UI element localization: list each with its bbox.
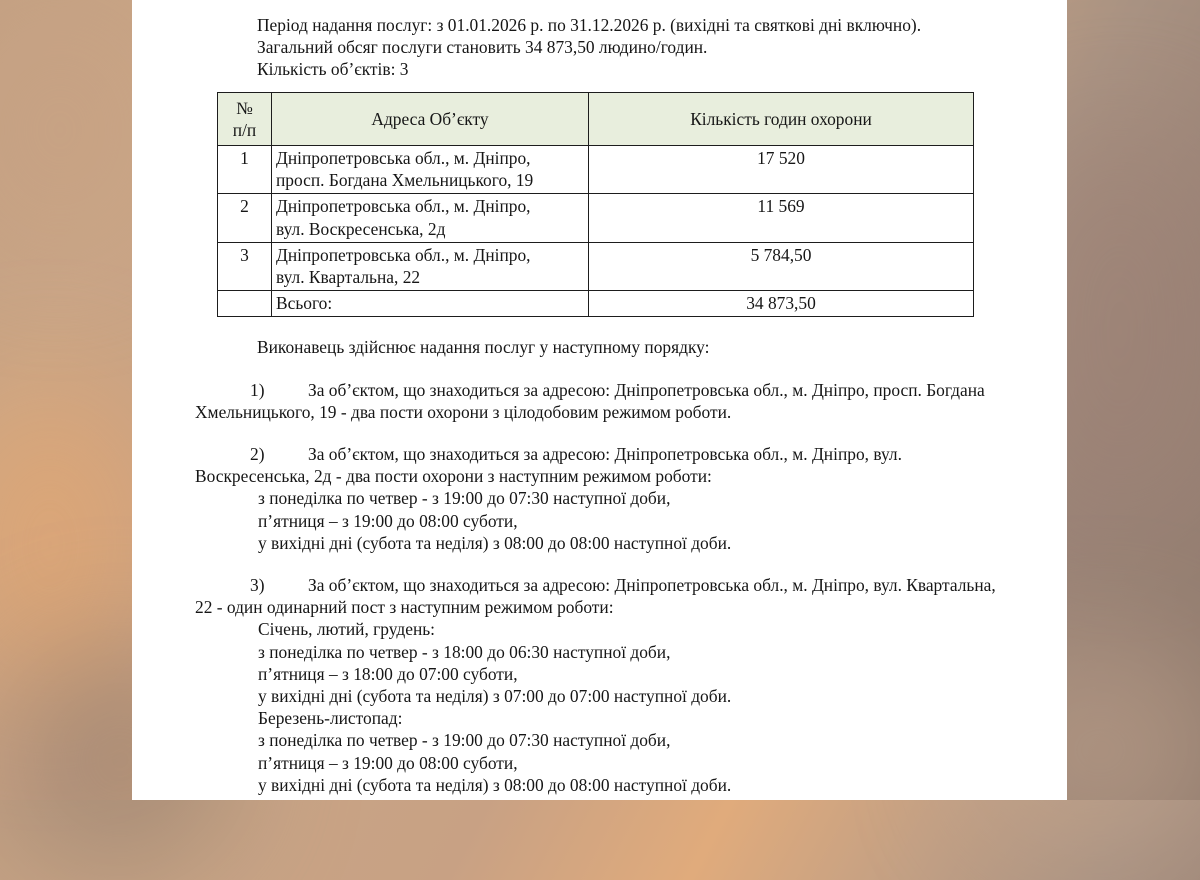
item-marker: 1) bbox=[250, 379, 265, 400]
schedule-line: з понеділка по четвер - з 19:00 до 07:30 наступної доби, bbox=[258, 488, 671, 509]
numbered-item-3 bbox=[195, 574, 1005, 618]
schedule-line: п’ятниця – з 18:00 до 07:00 суботи, bbox=[258, 663, 518, 684]
table-header-row bbox=[218, 92, 974, 145]
schedule-line: у вихідні дні (субота та неділя) з 08:00 до 08:00 наступної доби. bbox=[258, 532, 732, 553]
column-header-number-line2: п/п bbox=[232, 119, 257, 140]
column-header-number-line1: № bbox=[236, 97, 253, 118]
period-line: Період надання послуг: з 01.01.2026 р. по 31.12.2026 р. (вихідні та святкові дні включно). bbox=[257, 15, 922, 35]
document-text-block bbox=[195, 14, 1005, 796]
column-header-address: Адреса Об’єкту bbox=[272, 92, 589, 145]
cell-address bbox=[272, 242, 589, 290]
cell-number-empty bbox=[218, 291, 272, 317]
schedule-season-heading: Січень, лютий, грудень: bbox=[258, 619, 436, 640]
schedule-line: у вихідні дні (субота та неділя) з 07:00 до 07:00 наступної доби. bbox=[258, 686, 732, 707]
item-text: За об’єктом, що знаходиться за адресою: Дніпропетровська обл., м. Дніпро, вул. Воскресенська, 2д - два пости охорони з наступним режимом роботи: bbox=[195, 444, 902, 487]
order-intro-paragraph: Виконавець здійснює надання послуг у наступному порядку: bbox=[257, 337, 710, 358]
address-line-1: Дніпропетровська обл., м. Дніпро, bbox=[276, 148, 531, 169]
item-text: За об’єктом, що знаходиться за адресою: Дніпропетровська обл., м. Дніпро, просп. Богдана Хмельницького, 19 - два пости охорони з цілодобовим режимом роботи. bbox=[195, 379, 985, 422]
item-marker: 3) bbox=[250, 575, 265, 596]
cell-number: 1 bbox=[218, 146, 272, 194]
objects-count-line: Кількість об’єктів: 3 bbox=[257, 59, 409, 80]
table-row bbox=[218, 242, 974, 290]
numbered-item-2 bbox=[195, 443, 1005, 487]
column-header-hours: Кількість годин охорони bbox=[589, 92, 974, 145]
schedule-line: у вихідні дні (субота та неділя) з 08:00 до 08:00 наступної доби. bbox=[258, 774, 732, 795]
address-line-2: просп. Богдана Хмельницького, 19 bbox=[276, 170, 534, 191]
document-page bbox=[132, 0, 1067, 800]
schedule-line: п’ятниця – з 19:00 до 08:00 суботи, bbox=[258, 510, 518, 531]
schedule-line: з понеділка по четвер - з 19:00 до 07:30 наступної доби, bbox=[258, 730, 671, 751]
cell-total-hours: 34 873,50 bbox=[589, 291, 974, 317]
total-volume-line: Загальний обсяг послуги становить 34 873,50 людино/годин. bbox=[257, 37, 708, 58]
address-line-2: вул. Воскресенська, 2д bbox=[276, 218, 446, 239]
address-line-1: Дніпропетровська обл., м. Дніпро, bbox=[276, 196, 531, 217]
cell-number: 2 bbox=[218, 194, 272, 242]
column-header-number bbox=[218, 92, 272, 145]
table-total-row bbox=[218, 291, 974, 317]
schedule-line: з понеділка по четвер - з 18:00 до 06:30 наступної доби, bbox=[258, 641, 671, 662]
cell-address bbox=[272, 146, 589, 194]
item-marker: 2) bbox=[250, 444, 265, 465]
item-text: За об’єктом, що знаходиться за адресою: Дніпропетровська обл., м. Дніпро, вул. Квартальна, 22 - один одинарний пост з наступним режимом роботи: bbox=[195, 575, 996, 618]
table-row bbox=[218, 194, 974, 242]
cell-address bbox=[272, 194, 589, 242]
schedule-line: п’ятниця – з 19:00 до 08:00 суботи, bbox=[258, 752, 518, 773]
cell-hours: 5 784,50 bbox=[589, 242, 974, 290]
cell-hours: 11 569 bbox=[589, 194, 974, 242]
cell-hours: 17 520 bbox=[589, 146, 974, 194]
cell-total-label: Всього: bbox=[272, 291, 589, 317]
table-row bbox=[218, 146, 974, 194]
numbered-item-1 bbox=[195, 379, 1005, 423]
cell-number: 3 bbox=[218, 242, 272, 290]
address-line-2: вул. Квартальна, 22 bbox=[276, 267, 421, 288]
address-line-1: Дніпропетровська обл., м. Дніпро, bbox=[276, 244, 531, 265]
schedule-season-heading: Березень-листопад: bbox=[258, 708, 403, 729]
objects-table bbox=[217, 92, 974, 318]
